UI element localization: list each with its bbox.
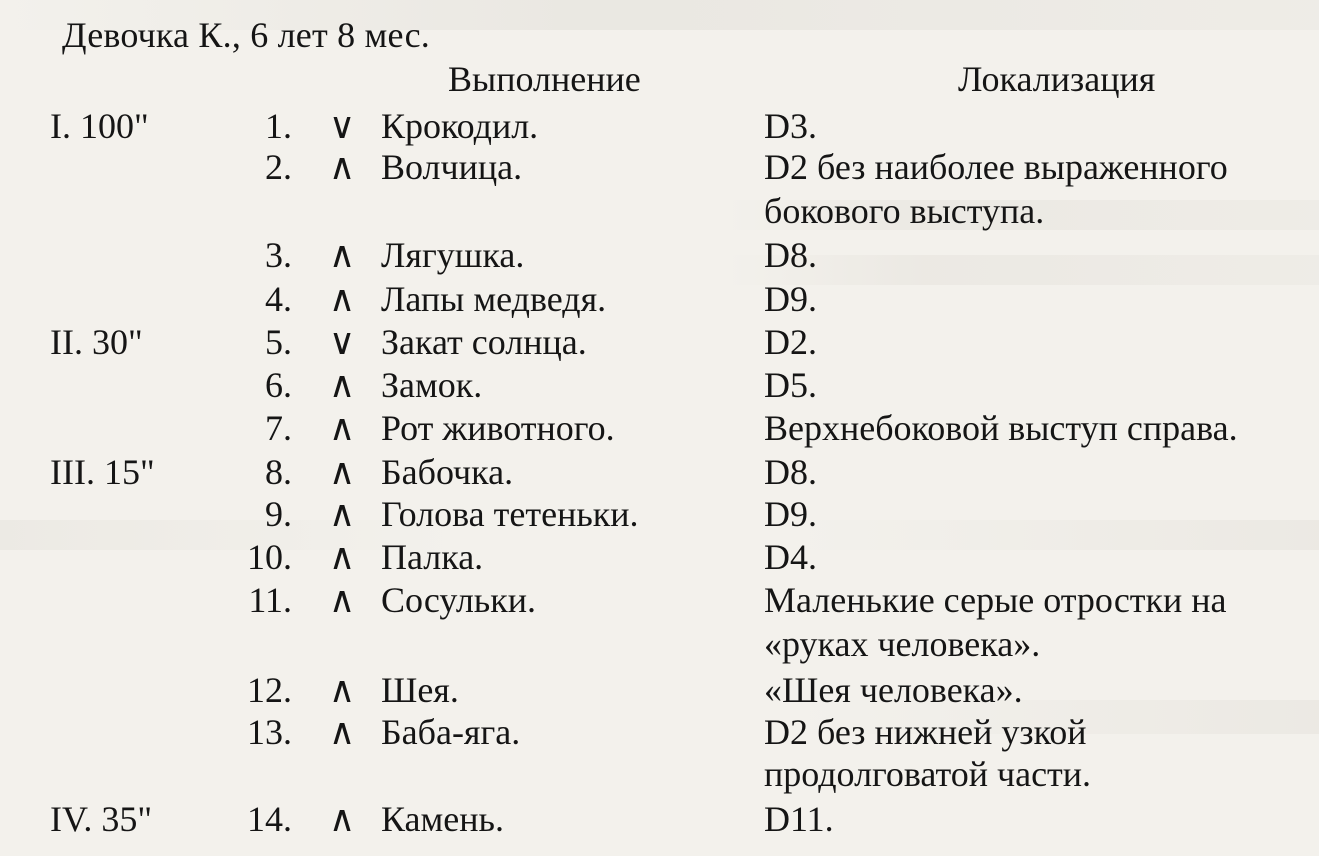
card-position-symbol: ∧ [328, 799, 356, 839]
response-number: 7. [265, 408, 292, 448]
response-number: 11. [248, 580, 292, 620]
card-position-symbol: ∧ [328, 408, 356, 448]
response-text: Шея. [381, 670, 459, 710]
card-position-symbol: ∧ [328, 712, 356, 752]
card-number: I. 100" [50, 106, 149, 146]
card-number: III. 15" [50, 452, 155, 492]
response-number: 8. [265, 452, 292, 492]
card-position-symbol: ∧ [328, 580, 356, 620]
response-number: 5. [265, 322, 292, 362]
protocol-row [0, 233, 1319, 277]
response-text: Лягушка. [381, 235, 525, 275]
localization-text: D8. [764, 235, 817, 275]
protocol-row [0, 363, 1319, 407]
protocol-row [0, 406, 1319, 450]
protocol-row [0, 668, 1319, 712]
localization-text: продолговатой части. [764, 754, 1092, 794]
protocol-row [0, 797, 1319, 841]
response-number: 1. [265, 106, 292, 146]
protocol-row [0, 535, 1319, 579]
localization-text: «Шея человека». [764, 670, 1023, 710]
response-number: 10. [247, 537, 292, 577]
card-number: IV. 35" [50, 799, 153, 839]
card-position-symbol: ∧ [328, 670, 356, 710]
card-position-symbol: ∧ [328, 147, 356, 187]
response-text: Баба-яга. [381, 712, 521, 752]
protocol-row-continuation [0, 622, 1319, 666]
protocol-row [0, 277, 1319, 321]
response-text: Волчица. [381, 147, 523, 187]
localization-text: D2 без наиболее выраженного [764, 147, 1228, 187]
localization-text: D2 без нижней узкой [764, 712, 1087, 752]
localization-text: D5. [764, 365, 817, 405]
response-text: Бабочка. [381, 452, 514, 492]
protocol-row [0, 710, 1319, 754]
localization-text: «руках человека». [764, 624, 1041, 664]
record-heading: Девочка К., 6 лет 8 мес. [62, 15, 430, 55]
card-position-symbol: ∧ [328, 365, 356, 405]
card-position-symbol: ∨ [328, 106, 356, 146]
localization-text: Верхнебоковой выступ справа. [764, 408, 1238, 448]
response-text: Лапы медведя. [381, 279, 607, 319]
localization-text: D3. [764, 106, 817, 146]
localization-text: D11. [764, 799, 834, 839]
response-number: 13. [247, 712, 292, 752]
response-text: Голова тетеньки. [381, 494, 639, 534]
response-text: Камень. [381, 799, 504, 839]
localization-text: D9. [764, 279, 817, 319]
localization-text: D4. [764, 537, 817, 577]
protocol-row [0, 492, 1319, 536]
protocol-row [0, 104, 1319, 148]
localization-text: D9. [764, 494, 817, 534]
protocol-row [0, 578, 1319, 622]
protocol-row [0, 450, 1319, 494]
response-number: 9. [265, 494, 292, 534]
card-position-symbol: ∨ [328, 322, 356, 362]
protocol-row [0, 320, 1319, 364]
card-position-symbol: ∧ [328, 452, 356, 492]
response-text: Рот животного. [381, 408, 615, 448]
card-number: II. 30" [50, 322, 143, 362]
card-position-symbol: ∧ [328, 494, 356, 534]
response-number: 3. [265, 235, 292, 275]
response-number: 6. [265, 365, 292, 405]
card-position-symbol: ∧ [328, 235, 356, 275]
card-position-symbol: ∧ [328, 537, 356, 577]
response-number: 4. [265, 279, 292, 319]
card-position-symbol: ∧ [328, 279, 356, 319]
localization-text: D8. [764, 452, 817, 492]
response-number: 12. [247, 670, 292, 710]
localization-text: D2. [764, 322, 817, 362]
response-text: Сосульки. [381, 580, 536, 620]
localization-text: бокового выступа. [764, 191, 1045, 231]
column-header-execution: Выполнение [448, 59, 641, 99]
localization-text: Маленькие серые отростки на [764, 580, 1227, 620]
response-number: 14. [247, 799, 292, 839]
response-text: Закат солнца. [381, 322, 587, 362]
response-text: Палка. [381, 537, 484, 577]
protocol-row [0, 145, 1319, 189]
response-text: Крокодил. [381, 106, 539, 146]
protocol-row-continuation [0, 752, 1319, 796]
response-number: 2. [265, 147, 292, 187]
response-text: Замок. [381, 365, 483, 405]
protocol-row-continuation [0, 189, 1319, 233]
column-header-localization: Локализация [958, 59, 1156, 99]
